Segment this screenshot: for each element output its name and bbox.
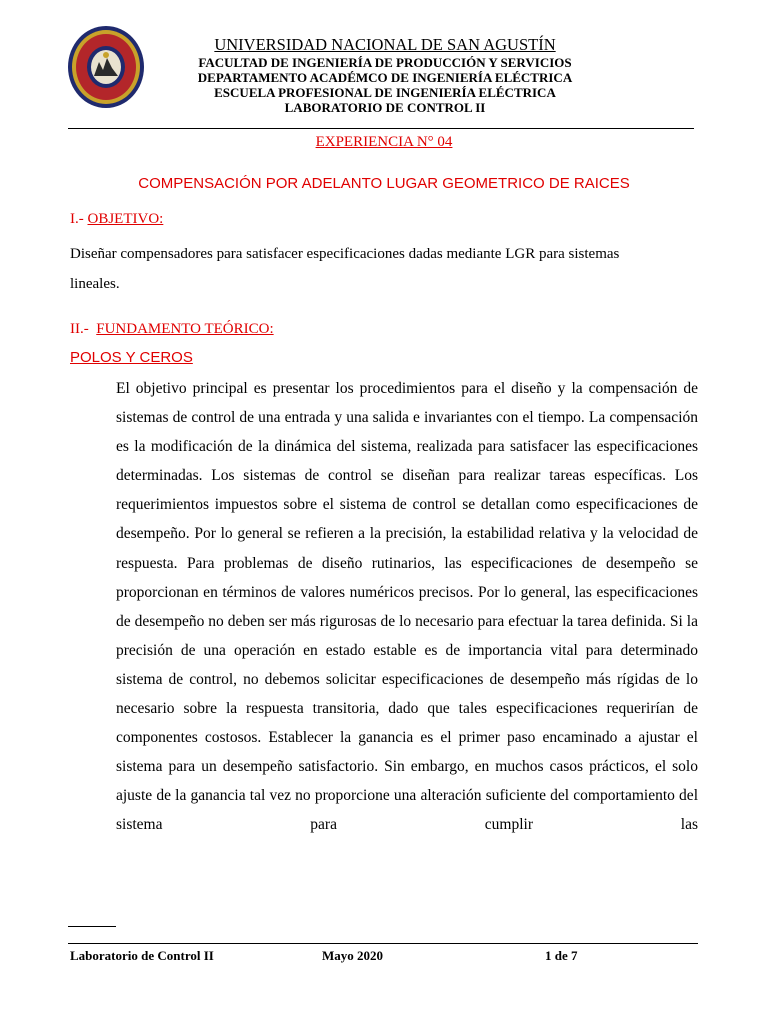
- footer-page-number: 1 de 7: [545, 948, 578, 963]
- section-objective-heading: [70, 211, 163, 228]
- university-seal-icon: [66, 24, 146, 110]
- school-name: ESCUELA PROFESIONAL DE INGENIERÍA ELÉCTRICA: [214, 85, 556, 100]
- document-title: COMPENSACIÓN POR ADELANTO LUGAR GEOMETRICO DE RAICES: [138, 175, 630, 192]
- section-heading: OBJETIVO:: [87, 211, 164, 227]
- university-name: UNIVERSIDAD NACIONAL DE SAN AGUSTÍN: [214, 35, 556, 54]
- section-heading: FUNDAMENTO TEÓRICO:: [96, 321, 274, 337]
- experience-number: EXPERIENCIA N° 04: [315, 134, 453, 150]
- objective-text: Diseñar compensadores para satisfacer especificaciones dadas mediante LGR para sistemas lineales.: [70, 246, 620, 292]
- section-number: II.-: [70, 321, 89, 337]
- footer-date: Mayo 2020: [322, 948, 384, 963]
- faculty-name: FACULTAD DE INGENIERÍA DE PRODUCCIÓN Y SERVICIOS: [198, 55, 572, 70]
- footer-lab: Laboratorio de Control II: [70, 948, 214, 963]
- footnote-divider: [68, 926, 116, 927]
- theory-paragraph: El objetivo principal es presentar los procedimientos para el diseño y la compensación de sistemas de control de una entrada y una salida e invariantes con el tiempo. La compensación es la modificación de la dinámica del sistema, realizada para satisfacer las especificaciones determinadas. Los sistemas de control se diseñan para realizar tareas específicas. Los requerimientos impuestos sobre el sistema de control se detallan como especificaciones de desempeño. Por lo general se refieren a la precisión, la estabilidad relativa y la velocidad de respuesta. Para problemas de diseño rutinarios, las especificaciones de desempeño se proporcionan en términos de valores numéricos precisos. Por lo general, las especificaciones de desempeño no deben ser más rigurosas de lo necesario para efectuar la tarea definida. Si la precisión de una operación en estado estable es de importancia vital para determinado sistema de control, no debemos solicitar especificaciones de desempeño más rígidas de lo necesario sobre la respuesta transitoria, dado que tales especificaciones requerirían de componentes costosos. Establecer la ganancia es el primer paso encaminado a ajustar el sistema para un desempeño satisfactorio. Sin embargo, en muchos casos prácticos, el solo ajuste de la ganancia tal vez no proporcione una alteración suficiente del comportamiento del sistema para cumplir las: [116, 380, 698, 834]
- section-number: I.-: [70, 211, 84, 227]
- footer-divider: [68, 943, 698, 944]
- header-divider: [68, 128, 694, 129]
- lab-name: LABORATORIO DE CONTROL II: [284, 100, 486, 115]
- subsection-heading: POLOS Y CEROS: [70, 349, 193, 366]
- department-name: DEPARTAMENTO ACADÉMCO DE INGENIERÍA ELÉCTRICA: [197, 70, 573, 85]
- section-theory-heading: [70, 321, 274, 338]
